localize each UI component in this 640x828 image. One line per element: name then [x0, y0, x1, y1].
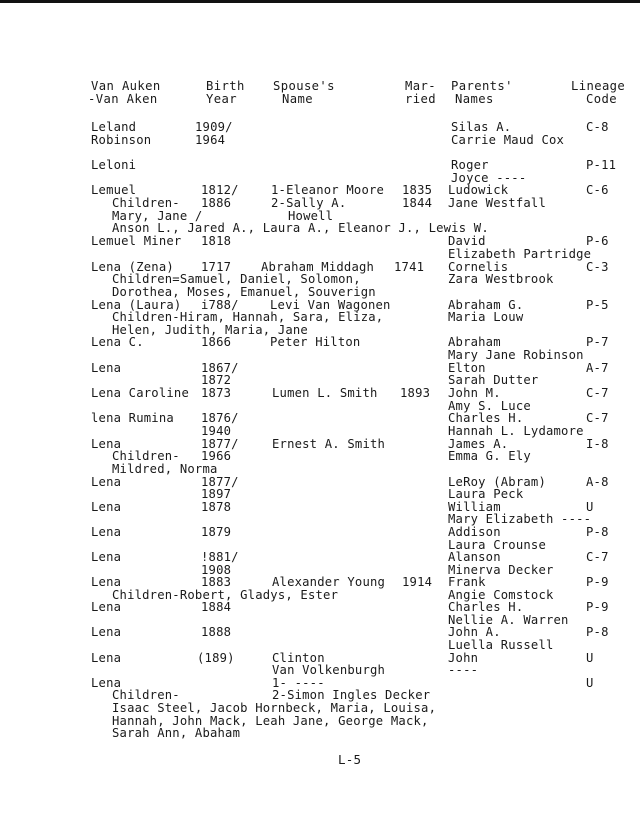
entry-parents: Charles H.: [448, 600, 524, 614]
header-parents: Parents': [451, 79, 513, 93]
entry-spouse: 1- ----: [272, 676, 325, 690]
entry-children: Sarah Ann, Abaham: [112, 726, 241, 740]
entry-code: U: [586, 500, 594, 514]
entry-parents: Angie Comstock: [448, 588, 554, 602]
entry-parents: William: [448, 500, 501, 514]
entry-children: Children-: [112, 449, 180, 463]
entry-parents: Abraham G.: [448, 298, 524, 312]
entry-name: Lena: [91, 361, 122, 375]
entry-birth: 1812/: [201, 183, 239, 197]
entry-name: Lena: [91, 525, 122, 539]
entry-parents: Carrie Maud Cox: [451, 133, 565, 147]
entry-parents: Frank: [448, 575, 486, 589]
entry-name: Lena: [91, 475, 122, 489]
entry-birth: 1872: [201, 373, 232, 387]
entry-parents: Maria Louw: [448, 310, 524, 324]
entry-code: C-7: [586, 411, 609, 425]
entry-birth: 1888: [201, 625, 232, 639]
entry-spouse: Peter Hilton: [270, 335, 361, 349]
header-code: Code: [586, 92, 617, 106]
entry-parents: Emma G. Ely: [448, 449, 531, 463]
entry-spouse: Levi Van Wagonen: [270, 298, 391, 312]
entry-code: A-7: [586, 361, 609, 375]
entry-spouse: 1-Eleanor Moore: [271, 183, 385, 197]
entry-married: 1835: [402, 183, 433, 197]
entry-birth: 1940: [201, 424, 232, 438]
entry-parents: Roger: [451, 158, 489, 172]
entry-parents: John M.: [448, 386, 501, 400]
header-lineage: Lineage: [571, 79, 626, 93]
entry-children: Children-Hiram, Hannah, Sara, Eliza,: [112, 310, 384, 324]
entry-birth: 1818: [201, 234, 232, 248]
entry-code: P-8: [586, 625, 609, 639]
entry-parents: Laura Peck: [448, 487, 524, 501]
entry-code: P-9: [586, 600, 609, 614]
entry-married: 1741: [394, 260, 425, 274]
entry-parents: Nellie A. Warren: [448, 613, 569, 627]
entry-parents: LeRoy (Abram): [448, 475, 546, 489]
entry-code: C-7: [586, 386, 609, 400]
entry-birth: 1866: [201, 335, 232, 349]
entry-parents: Abraham: [448, 335, 501, 349]
header-birth: Birth: [206, 79, 245, 93]
header-name-2: -Van Aken: [88, 92, 158, 106]
entry-parents: Mary Elizabeth ----: [448, 512, 592, 526]
entry-code: A-8: [586, 475, 609, 489]
entry-code: U: [586, 651, 594, 665]
entry-code: P-11: [586, 158, 617, 172]
entry-code: P-5: [586, 298, 609, 312]
entry-name: Lena: [91, 500, 122, 514]
entry-spouse: Clinton: [272, 651, 325, 665]
header-spouse: Spouse's: [273, 79, 335, 93]
entry-spouse: 2-Sally A.: [271, 196, 347, 210]
header-spouse-name: Name: [282, 92, 313, 106]
entry-spouse: 2-Simon Ingles Decker: [272, 688, 431, 702]
entry-birth: 1878: [201, 500, 232, 514]
entry-birth: 1908: [201, 563, 232, 577]
entry-children: Mary, Jane /: [112, 209, 203, 223]
entry-parents: John: [448, 651, 479, 665]
entry-birth: 1909/: [195, 120, 233, 134]
entry-code: P-7: [586, 335, 609, 349]
header-name: Van Auken: [91, 79, 161, 93]
entry-code: P-9: [586, 575, 609, 589]
entry-name: Robinson: [91, 133, 152, 147]
entry-parents: Silas A.: [451, 120, 512, 134]
entry-parents: Sarah Dutter: [448, 373, 539, 387]
entry-parents: Addison: [448, 525, 501, 539]
entry-children: Mildred, Norma: [112, 462, 218, 476]
entry-parents: Charles H.: [448, 411, 524, 425]
entry-code: C-8: [586, 120, 609, 134]
entry-birth: 1877/: [201, 475, 239, 489]
entry-married: 1893: [400, 386, 431, 400]
entry-parents: Hannah L. Lydamore: [448, 424, 584, 438]
entry-name: Lena: [91, 651, 122, 665]
entry-spouse: Lumen L. Smith: [272, 386, 378, 400]
entry-name: Lemuel Miner: [91, 234, 182, 248]
entry-name: Lena: [91, 550, 122, 564]
entry-name: Lena: [91, 575, 122, 589]
entry-parents: Cornelis: [448, 260, 509, 274]
entry-name: Lena (Laura): [91, 298, 182, 312]
entry-name: Lena: [91, 625, 122, 639]
entry-name: lena Rumina: [91, 411, 174, 425]
entry-parents: Laura Crounse: [448, 538, 546, 552]
entry-children: Helen, Judith, Maria, Jane: [112, 323, 308, 337]
entry-birth: 1867/: [201, 361, 239, 375]
entry-birth: i788/: [201, 298, 239, 312]
entry-birth: (189): [197, 651, 235, 665]
entry-children: Children=Samuel, Daniel, Solomon,: [112, 272, 361, 286]
entry-parents: ----: [448, 663, 479, 677]
entry-parents: Ludowick: [448, 183, 509, 197]
entry-children: Children-: [112, 196, 180, 210]
entry-children: Dorothea, Moses, Emanuel, Souverign: [112, 285, 376, 299]
entry-spouse: Howell: [288, 209, 334, 223]
entry-children: Hannah, John Mack, Leah Jane, George Mack,: [112, 714, 429, 728]
entry-code: P-8: [586, 525, 609, 539]
entry-birth: 1883: [201, 575, 232, 589]
page-number: L-5: [338, 752, 362, 767]
entry-married: 1914: [402, 575, 433, 589]
header-year: Year: [206, 92, 237, 106]
entry-name: Leloni: [91, 158, 137, 172]
entry-spouse: Alexander Young: [272, 575, 386, 589]
entry-children: Isaac Steel, Jacob Hornbeck, Maria, Louisa,: [112, 701, 437, 715]
entry-code: C-6: [586, 183, 609, 197]
entry-name: Lena (Zena): [91, 260, 174, 274]
entry-parents: Zara Westbrook: [448, 272, 554, 286]
entry-name: Lena Caroline: [91, 386, 189, 400]
entry-spouse: Ernest A. Smith: [272, 437, 386, 451]
entry-name: Lena: [91, 437, 122, 451]
entry-birth: 1897: [201, 487, 232, 501]
entry-birth: 1877/: [201, 437, 239, 451]
entry-parents: Jane Westfall: [448, 196, 546, 210]
entry-parents: John A.: [448, 625, 501, 639]
entry-parents: Amy S. Luce: [448, 399, 531, 413]
entry-parents: David: [448, 234, 486, 248]
entry-birth: !881/: [201, 550, 239, 564]
entry-parents: Alanson: [448, 550, 501, 564]
entry-birth: 1886: [201, 196, 232, 210]
entry-name: Lena: [91, 676, 122, 690]
entry-children: Anson L., Jared A., Laura A., Eleanor J., Lewis W.: [112, 221, 489, 235]
header-married: Mar-: [405, 79, 436, 93]
entry-birth: 1964: [195, 133, 226, 147]
entry-parents: Elizabeth Partridge: [448, 247, 592, 261]
entry-code: C-7: [586, 550, 609, 564]
entry-birth: 1879: [201, 525, 232, 539]
entry-birth: 1717: [201, 260, 232, 274]
entry-code: P-6: [586, 234, 609, 248]
entry-parents: Joyce ----: [451, 171, 527, 185]
entry-parents: Minerva Decker: [448, 563, 554, 577]
entry-spouse: Van Volkenburgh: [272, 663, 386, 677]
entry-parents: Elton: [448, 361, 486, 375]
entry-parents: Mary Jane Robinson: [448, 348, 584, 362]
entry-parents: James A.: [448, 437, 509, 451]
entry-children: Children-Robert, Gladys, Ester: [112, 588, 339, 602]
entry-married: 1844: [402, 196, 433, 210]
entry-parents: Luella Russell: [448, 638, 554, 652]
entry-code: I-8: [586, 437, 609, 451]
entry-birth: 1966: [201, 449, 232, 463]
entry-birth: 1873: [201, 386, 232, 400]
entry-name: Lena: [91, 600, 122, 614]
entry-children: Children-: [112, 688, 180, 702]
header-parents-names: Names: [455, 92, 494, 106]
entry-name: Leland: [91, 120, 137, 134]
entry-spouse: Abraham Middagh: [261, 260, 375, 274]
entry-birth: 1884: [201, 600, 232, 614]
entry-birth: 1876/: [201, 411, 239, 425]
entry-name: Lemuel: [91, 183, 137, 197]
entry-code: U: [586, 676, 594, 690]
header-married-2: ried: [405, 92, 436, 106]
entry-name: Lena C.: [91, 335, 144, 349]
entry-code: C-3: [586, 260, 609, 274]
